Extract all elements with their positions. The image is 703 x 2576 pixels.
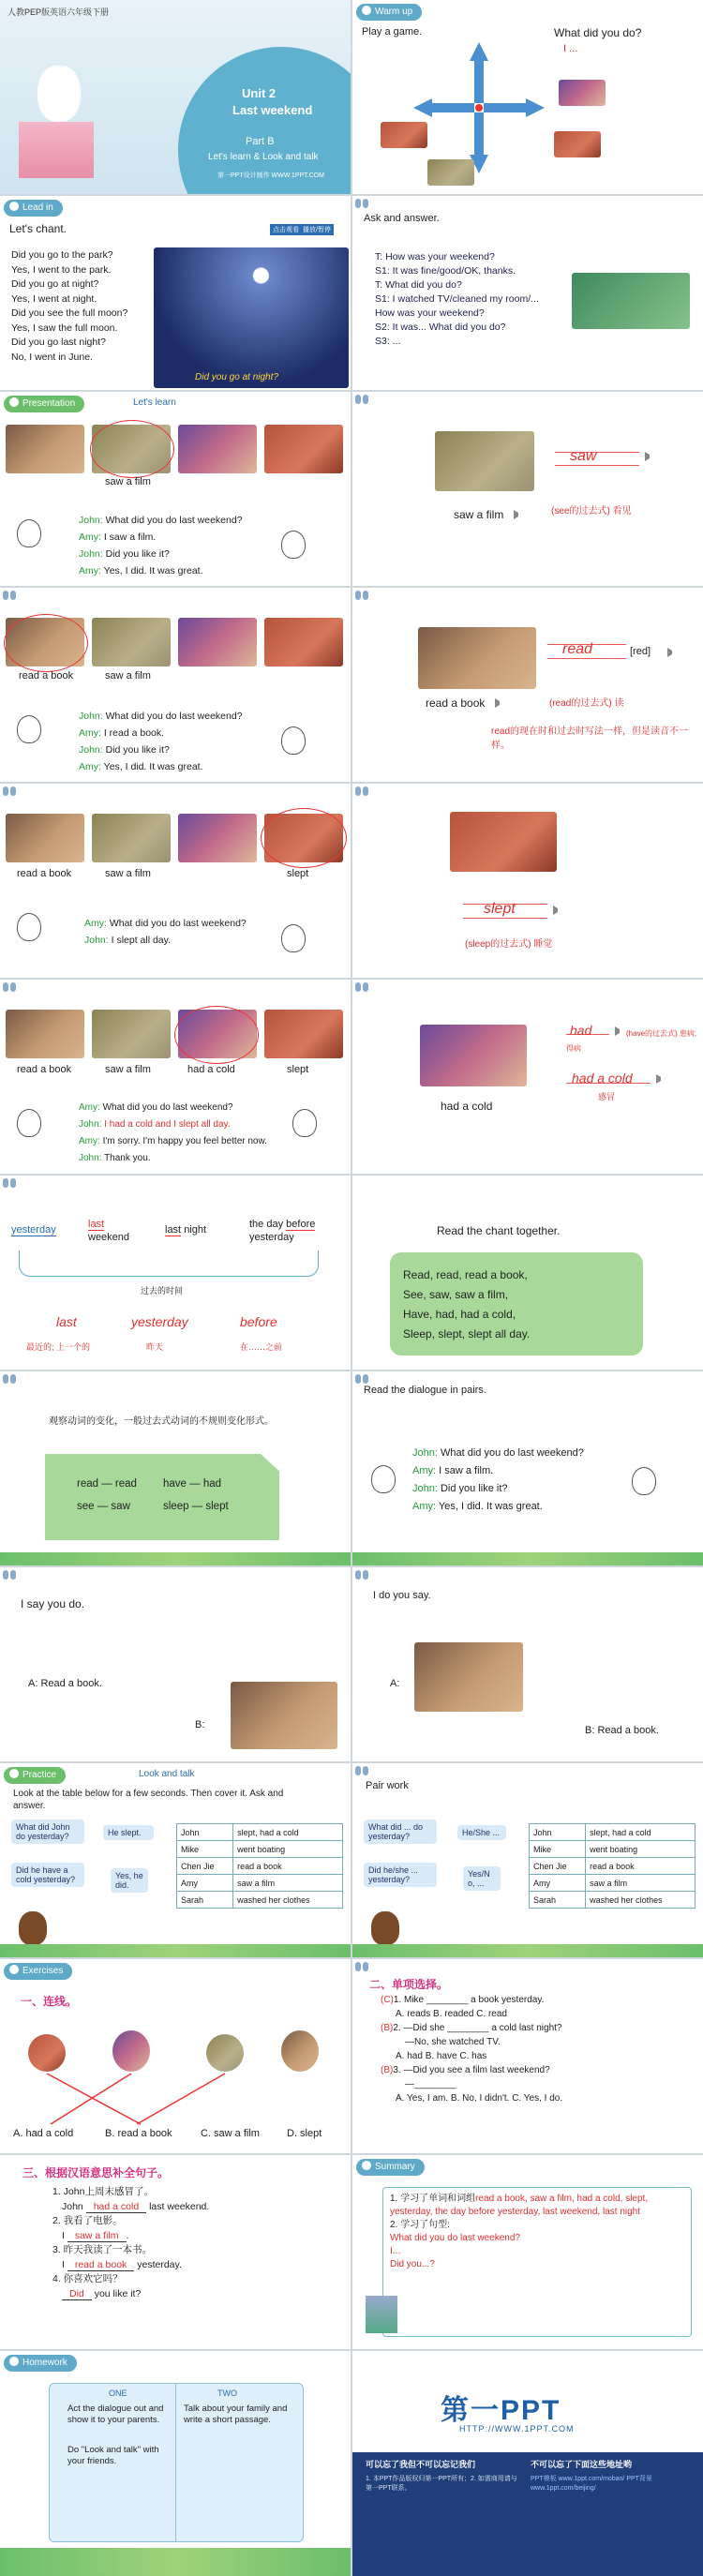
picture-slept: [264, 1010, 343, 1058]
subtitle: Let's learn & Look and talk: [208, 152, 319, 162]
summary-slide: [352, 2155, 703, 2349]
ear-icon: [355, 1766, 370, 1777]
caption: slept: [287, 868, 309, 879]
speaker-icon[interactable]: [645, 452, 654, 461]
picture-slept: [450, 812, 557, 872]
grass-strip: [0, 1944, 351, 1957]
note: 昨天: [146, 1342, 164, 1352]
section-tag: Summary: [356, 2159, 425, 2176]
word: read: [562, 641, 593, 657]
footer-panel: [352, 2452, 703, 2576]
john-face: [281, 924, 306, 952]
highlight-circle: [90, 420, 174, 478]
brand-label: 人教PEP版英语六年级下册: [7, 7, 110, 17]
chant-lines: Did you go to the park? Yes, I went to the park. Did you go at night? Yes, I went at night. Did you see the full moon? Yes, I saw the full moon. Did you go last night? No, I went in June.: [11, 249, 128, 363]
credit: 第一PPT设计制作 WWW.1PPT.COM: [217, 172, 324, 179]
picture-read: [418, 627, 536, 689]
footer-heading: 不可以忘了下面这些地址哟: [531, 2460, 633, 2469]
caption: saw a film: [454, 508, 504, 521]
ear-icon: [355, 1570, 370, 1581]
answer-bubble: Yes, he did.: [111, 1868, 148, 1893]
amy-face: [632, 1467, 656, 1495]
homework-item: Do "Look and talk" with your friends.: [67, 2445, 159, 2466]
word-read-slide: [352, 588, 703, 782]
picture-cold: [420, 1025, 527, 1086]
rule: [555, 452, 639, 453]
dialogue: T: How was your weekend? S1: It was fine/good/OK, thanks. T: What did you do? S1: I watched TV/cleaned my room/... How was your weekend? S2: It was... What did you do? S3: ...: [375, 251, 539, 347]
picture-read: [6, 1010, 84, 1058]
question-bubble: Did he/she ... yesterday?: [364, 1863, 437, 1887]
ipa: [red]: [630, 646, 651, 657]
phrase: last: [88, 1219, 105, 1230]
leadin-slide: [0, 196, 351, 390]
word: saw: [570, 448, 597, 464]
ear-icon: [355, 199, 370, 210]
dialogue: John: What did you do last weekend? Amy: I saw a film. John: Did you like it? Amy: Yes, I did. It was great.: [412, 1447, 584, 1512]
ear-icon: [3, 1570, 18, 1581]
ear-icon: [3, 982, 18, 994]
unit-title: Last weekend: [232, 103, 313, 117]
slide-title: Read the chant together.: [437, 1224, 561, 1237]
amy-face: [281, 531, 306, 559]
ear-icon: [3, 786, 18, 798]
pair-work-slide: [352, 1763, 703, 1957]
books-illustration: [19, 122, 94, 178]
caption: saw a film: [105, 1064, 151, 1075]
chant-box: Read, read, read a book, See, saw, saw a film, Have, had, had a cold, Sleep, slept, slept all day.: [390, 1252, 643, 1355]
answer-bubble: Yes/N o, ...: [463, 1866, 501, 1891]
section-tag: Lead in: [4, 200, 63, 217]
activity-table: [176, 1823, 343, 1909]
caption: read a book: [426, 696, 486, 710]
play-button[interactable]: 点击观看: [270, 224, 302, 235]
word: had a cold: [572, 1071, 633, 1086]
note: 在……之前: [240, 1342, 283, 1352]
table-row: Chen Jie read a book: [530, 1858, 696, 1875]
answer-bubble: He/She ...: [457, 1825, 506, 1840]
word-cold-slide: [352, 980, 703, 1174]
john-face: [371, 1465, 396, 1493]
caption: had a cold: [187, 1064, 235, 1075]
exercise-fill-slide: [0, 2155, 351, 2349]
activity-table: [529, 1823, 696, 1909]
slide-title: I say you do.: [21, 1597, 85, 1610]
grass-strip: [352, 1944, 703, 1957]
answer-bubble: He slept.: [103, 1825, 154, 1840]
phrase: weekend: [88, 1232, 130, 1243]
line-b: B: Read a book.: [585, 1725, 659, 1736]
summary-text: 1. 学习了单词和词组read a book, saw a film, had a cold, slept, yesterday, the day before yesterday, last weekend, last night 2. 学习了句型: What did you do last weekend? I... Did you...?: [390, 2194, 649, 2269]
footer-text: 1. 本PPT作品版权归第一PPT所有；2. 如需商用请与第一PPT联系。: [366, 2476, 517, 2492]
amy-face: [17, 1109, 41, 1137]
cinema-photo: [572, 273, 690, 329]
practice-slide: [0, 1763, 351, 1957]
footer-links[interactable]: PPT模板 www.1ppt.com/moban/ PPT背景 www.1ppt.com/beijing/: [531, 2476, 652, 2492]
note: (sleep的过去式) 睡觉: [465, 939, 553, 950]
highlight-circle: [174, 1006, 259, 1064]
chant-title: Let's chant.: [9, 222, 67, 235]
verb-box: [45, 1454, 279, 1540]
picture-read: [6, 814, 84, 862]
logo: 第一PPT: [441, 2395, 561, 2426]
play-text: Play a game.: [362, 26, 423, 37]
section-tag: Homework: [4, 2355, 77, 2372]
line-b: B:: [195, 1719, 205, 1730]
word: slept: [484, 901, 516, 917]
phrase: the day: [249, 1219, 284, 1230]
phrase: before: [286, 1219, 316, 1230]
slide-title: I do you say.: [373, 1590, 431, 1601]
slide-title: Ask and answer.: [364, 213, 440, 224]
ear-icon: [3, 1178, 18, 1190]
question-bubble: What did John do yesterday?: [11, 1820, 84, 1844]
exercise-choice-slide: [352, 1959, 703, 2153]
note: 观察动词的变化，一般过去式动词的不规则变化形式。: [49, 1416, 274, 1427]
table-row: Mike went boating: [530, 1841, 696, 1858]
phrase: night: [184, 1224, 207, 1236]
picture-cold: [178, 425, 257, 473]
table-row: Amy saw a film: [177, 1875, 343, 1892]
questions: (C)1. Mike ________ a book yesterday. A. reads B. readed C. read (B)2. —Did she ________ a cold last night? —No, she watched TV. A. had B. have C. has (B)3. —Did you see a film last weekend? —________ A. Yes, I am. B. No, I didn't. C. Yes, I do.: [381, 1995, 563, 2104]
verb-change-slide: [0, 1371, 351, 1565]
dialogue: John: What did you do last weekend? Amy: I saw a film. John: Did you like it? Amy: Yes, I did. It was great.: [79, 515, 243, 577]
unit-label: Unit 2: [242, 86, 277, 100]
learn-read-slide: [0, 588, 351, 782]
video-frame[interactable]: [154, 247, 349, 388]
word-slept-slide: [352, 784, 703, 978]
bear-illustration: [19, 1911, 47, 1945]
caption: read a book: [17, 868, 72, 879]
instruction: Look at the table below for a few seconds. Then cover it. Ask and answer.: [13, 1789, 284, 1811]
caption: saw a film: [105, 868, 151, 879]
note2: read的现在时和过去时写法一样，但是读音不一样。: [491, 726, 689, 751]
brace: [19, 1251, 319, 1277]
table-row: Mike went boating: [177, 1841, 343, 1858]
caption: saw a film: [105, 670, 151, 681]
caption: read a book: [19, 670, 74, 681]
learn-slept-slide: [0, 784, 351, 978]
pause-button[interactable]: 播放/暂停: [300, 224, 334, 235]
amy-face: [281, 726, 306, 755]
note: 感冒: [598, 1092, 616, 1101]
picture-read: [231, 1682, 337, 1749]
ear-icon: [355, 1962, 370, 1973]
homework-slide: [0, 2351, 351, 2576]
table-row: Sarah washed her clothes: [177, 1892, 343, 1909]
option: D. slept: [287, 2128, 322, 2139]
option: A. had a cold: [13, 2128, 74, 2139]
picture-film: [92, 1010, 171, 1058]
picture-read: [414, 1642, 523, 1712]
verb-pair: have — had: [163, 1478, 222, 1490]
note: (read的过去式) 读: [549, 698, 624, 709]
video-caption: Did you go at night?: [195, 372, 278, 382]
john-face: [17, 715, 41, 743]
question-bubble: Did he have a cold yesterday?: [11, 1863, 84, 1887]
ear-icon: [355, 591, 370, 602]
table-row: Chen Jie read a book: [177, 1858, 343, 1875]
warmup-slide: [352, 0, 703, 194]
line-a: A: Read a book.: [28, 1678, 102, 1689]
ear-icon: [355, 395, 370, 406]
line-a: A:: [390, 1678, 400, 1689]
option: C. saw a film: [201, 2128, 260, 2139]
label-one: ONE: [109, 2389, 127, 2398]
caption: read a book: [17, 1064, 72, 1075]
rule: [463, 918, 547, 919]
homework-item: Talk about your family and write a short passage.: [184, 2404, 288, 2425]
ask-answer-slide: [352, 196, 703, 390]
ear-icon: [3, 591, 18, 602]
activity-photo: [554, 131, 601, 157]
word: before: [240, 1314, 277, 1329]
activity-photo: [427, 159, 474, 186]
table-row: Sarah washed her clothes: [530, 1892, 696, 1909]
i-do-you-say-slide: [352, 1567, 703, 1761]
highlight-circle: [261, 808, 347, 868]
dialogue: John: What did you do last weekend? Amy: I read a book. John: Did you like it? Amy: Yes, I did. It was great.: [79, 711, 243, 772]
exercise-heading: 二、单项选择。: [369, 1978, 449, 1991]
arrows-icon: [409, 37, 549, 178]
note: (have的过去式) 患病;: [626, 1029, 697, 1038]
ear-icon: [355, 982, 370, 994]
phrase: yesterday: [249, 1232, 294, 1243]
speaker-icon[interactable]: [553, 906, 562, 915]
word: had: [570, 1023, 592, 1038]
note: (see的过去式) 看见: [551, 506, 632, 517]
grass-strip: [0, 1552, 351, 1565]
verb-pair: sleep — slept: [163, 1501, 229, 1512]
caption: saw a film: [105, 476, 151, 487]
exercise-heading: 一、连线。: [21, 1995, 78, 2008]
footer-heading: 可以忘了我但不可以忘记我们: [366, 2460, 476, 2469]
brace-label: 过去的时间: [141, 1286, 184, 1295]
note: 最近的; 上一个的: [26, 1342, 91, 1352]
word: yesterday: [131, 1314, 188, 1329]
speaker-icon[interactable]: [615, 1026, 624, 1036]
picture-film: [92, 814, 171, 862]
bear-illustration: [371, 1911, 399, 1945]
verb-pair: see — saw: [77, 1501, 130, 1512]
ear-icon: [3, 1374, 18, 1385]
table-row: John slept, had a cold: [177, 1824, 343, 1841]
highlight-circle: [4, 614, 88, 672]
john-face: [17, 519, 41, 547]
picture-slept: [264, 618, 343, 666]
picture-film: [92, 618, 171, 666]
logo-url: HTTP://WWW.1PPT.COM: [459, 2424, 575, 2434]
question-bubble: What did ... do yesterday?: [364, 1820, 437, 1844]
label-two: TWO: [217, 2389, 237, 2398]
rule: [555, 465, 639, 466]
ear-icon: [355, 786, 370, 798]
books-illustration: [366, 2296, 397, 2333]
table-row: Amy saw a film: [530, 1875, 696, 1892]
verb-pair: read — read: [77, 1478, 137, 1490]
fill-items: 1. John上周末感冒了。 John had a cold last weekend. 2. 我看了电影。 I saw a film . 3. 昨天我读了一本书。 I read a book yesterday. 4. 你喜欢它吗？ Did you like it?: [52, 2186, 210, 2299]
word: last: [56, 1314, 77, 1329]
section-tag: Practice: [4, 1767, 66, 1784]
john-face: [292, 1109, 317, 1137]
question-text: What did you do?: [554, 26, 642, 39]
amy-face: [17, 913, 41, 941]
grass-strip: [0, 2548, 351, 2576]
part-label: Part B: [246, 136, 275, 147]
dialogue: Amy: What did you do last weekend? John: I slept all day.: [84, 918, 247, 946]
chant-slide: [352, 1176, 703, 1370]
rabbit-illustration: [37, 66, 81, 122]
slide-title: Read the dialogue in pairs.: [364, 1385, 486, 1396]
divider: [175, 2383, 176, 2542]
speaker-icon[interactable]: [495, 698, 504, 708]
answer-text: I ...: [563, 43, 578, 54]
section-tag: Exercises: [4, 1963, 72, 1980]
dialogue-pairs-slide: [352, 1371, 703, 1565]
picture-cold: [178, 814, 257, 862]
exercise-heading: 三、根据汉语意思补全句子。: [22, 2166, 170, 2179]
picture-read: [6, 425, 84, 473]
phrase: last: [165, 1224, 182, 1236]
section-tag: Presentation: [4, 396, 84, 412]
dialogue: Amy: What did you do last weekend? John: I had a cold and I slept all day. Amy: I'm sorry. I'm happy you feel better now. John: Thank you.: [79, 1102, 267, 1163]
phrase: yesterday: [11, 1224, 56, 1236]
section-label: Look and talk: [139, 1769, 195, 1779]
speaker-icon[interactable]: [667, 648, 677, 657]
word-saw-slide: [352, 392, 703, 586]
option: B. read a book: [105, 2128, 172, 2139]
exercise-match-slide: [0, 1959, 351, 2153]
title-slide: [0, 0, 351, 194]
speaker-icon[interactable]: [656, 1074, 666, 1084]
picture-slept: [264, 425, 343, 473]
picture-film: [435, 431, 534, 491]
slide-title: Pair work: [366, 1780, 409, 1791]
learn-label: Let's learn: [133, 397, 176, 408]
learn-cold-slide: [0, 980, 351, 1174]
caption: had a cold: [441, 1100, 493, 1113]
i-say-you-do-slide: [0, 1567, 351, 1761]
time-words-slide: [0, 1176, 351, 1370]
activity-photo: [381, 122, 427, 148]
table-row: John slept, had a cold: [530, 1824, 696, 1841]
caption: slept: [287, 1064, 309, 1075]
learn-saw-slide: [0, 392, 351, 586]
picture-cold: [178, 618, 257, 666]
speaker-icon[interactable]: [514, 510, 523, 519]
activity-photo: [559, 80, 606, 106]
rule: [547, 658, 626, 659]
ending-slide: [352, 2351, 703, 2576]
homework-item: Act the dialogue out and show it to your parents.: [67, 2404, 164, 2425]
note: 得病: [566, 1044, 581, 1053]
match-lines: [0, 1959, 351, 2153]
grass-strip: [352, 1552, 703, 1565]
section-tag: Warm up: [356, 4, 422, 21]
